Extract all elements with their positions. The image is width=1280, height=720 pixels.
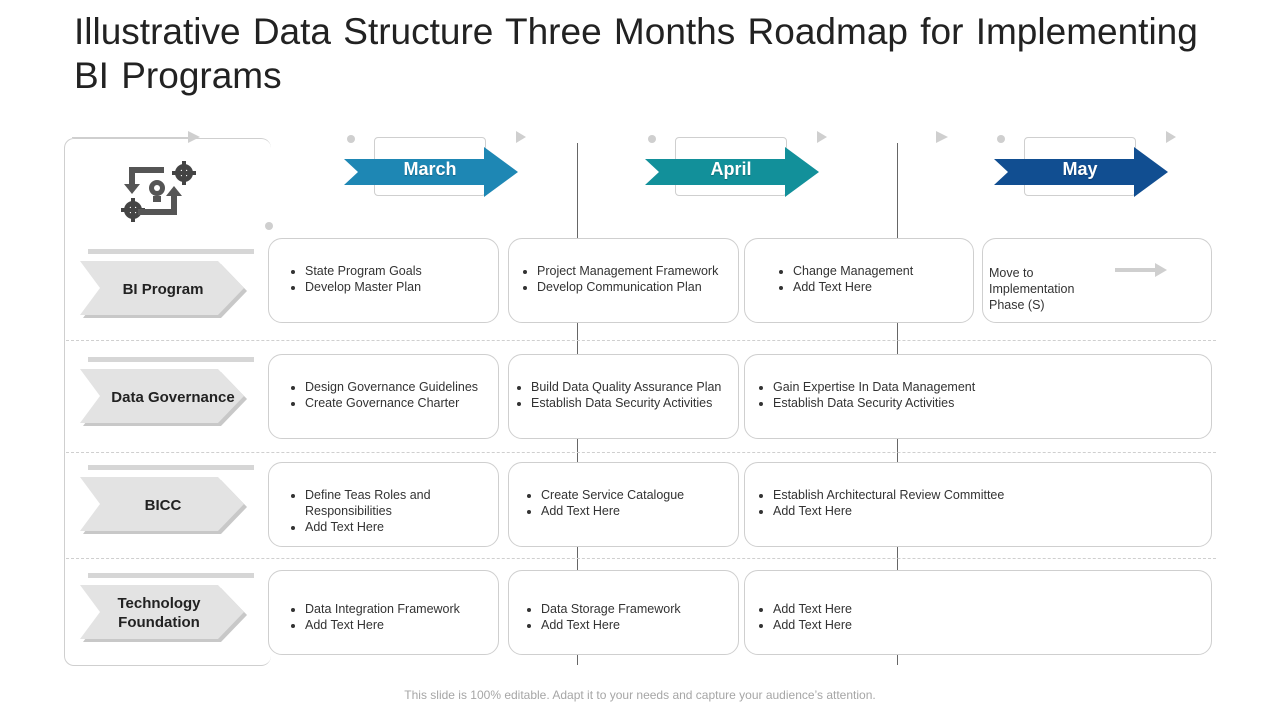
category-bar (88, 357, 254, 362)
bicc-april-box (508, 462, 739, 547)
category-bicc (80, 477, 246, 533)
list-item: • Project Management Framework (537, 263, 730, 279)
list-item: • Add Text Here (773, 503, 1203, 519)
category-bar (88, 573, 254, 578)
data-governance-may-box (744, 354, 1212, 439)
bicc-may-box (744, 462, 1212, 547)
list-item: • Add Text Here (541, 503, 730, 519)
bicc-march-box (268, 462, 499, 547)
category-bar (88, 465, 254, 470)
list-item: • Add Text Here (773, 601, 1203, 617)
list-item: • Add Text Here (773, 617, 1203, 633)
footer-note: This slide is 100% editable. Adapt it to your needs and capture your audience’s attention. (404, 688, 876, 702)
list-item: • Establish Data Security Activities (531, 395, 730, 411)
list-item: • Create Service Catalogue (541, 487, 730, 503)
top-arrow-line (72, 137, 188, 138)
list-item: • Gain Expertise In Data Management (773, 379, 1203, 395)
row-separator (66, 340, 1216, 341)
right-arrow-icon (1115, 263, 1169, 277)
month-banner-april (645, 147, 825, 197)
gears-lightbulb-arrows-icon (118, 160, 200, 222)
april-top-marker (817, 131, 827, 143)
category-technology-foundation (80, 585, 246, 641)
data-governance-march-box (268, 354, 499, 439)
bi-program-april-box (508, 238, 739, 323)
month-label-april: April (710, 159, 752, 179)
list-item: • Change Management (793, 263, 965, 279)
month-banner-may (994, 147, 1174, 197)
month-label-march: March (403, 159, 457, 179)
category-label: Data Governance (111, 388, 235, 406)
category-label: BICC (144, 496, 182, 514)
list-item: • Design Governance Guidelines (305, 379, 490, 395)
bi-program-march-box (268, 238, 499, 323)
may-end-marker (1166, 131, 1176, 143)
category-label: BI Program (122, 280, 204, 298)
list-item: • Develop Master Plan (305, 279, 490, 295)
march-top-marker (516, 131, 526, 143)
bi-program-may-box (744, 238, 974, 323)
list-item: • Add Text Here (541, 617, 730, 633)
next-phase-note: Move to Implementation Phase (S) (989, 266, 1075, 312)
slide-title: Illustrative Data Structure Three Months Roadmap for Implementing BI Programs (74, 11, 1198, 96)
top-arrow-head (188, 131, 200, 143)
row-separator (66, 452, 1216, 453)
list-item: • Data Integration Framework (305, 601, 490, 617)
list-item: • Develop Communication Plan (537, 279, 730, 295)
list-item: • Build Data Quality Assurance Plan (531, 379, 730, 395)
month-banner-march (344, 147, 524, 197)
list-item: • Add Text Here (305, 617, 490, 633)
panel-dot (265, 222, 273, 230)
category-bar (88, 249, 254, 254)
list-item: • Establish Data Security Activities (773, 395, 1203, 411)
list-item: • Add Text Here (793, 279, 965, 295)
list-item: • State Program Goals (305, 263, 490, 279)
april-dot (648, 135, 656, 143)
march-dot (347, 135, 355, 143)
list-item: • Create Governance Charter (305, 395, 490, 411)
list-item: • Data Storage Framework (541, 601, 730, 617)
category-data-governance (80, 369, 246, 425)
category-bi-program (80, 261, 246, 317)
technology-foundation-march-box (268, 570, 499, 655)
list-item: • Define Teas Roles and Responsibilities (305, 487, 490, 519)
month-label-may: May (1062, 159, 1098, 179)
category-label: Technology Foundation (117, 595, 201, 631)
may-top-marker (936, 131, 948, 143)
bi-program-next-phase-box (982, 238, 1212, 323)
data-governance-april-box (508, 354, 739, 439)
technology-foundation-april-box (508, 570, 739, 655)
technology-foundation-may-box (744, 570, 1212, 655)
list-item: • Add Text Here (305, 519, 490, 535)
list-item: • Establish Architectural Review Committee (773, 487, 1203, 503)
row-separator (66, 558, 1216, 559)
may-dot (997, 135, 1005, 143)
